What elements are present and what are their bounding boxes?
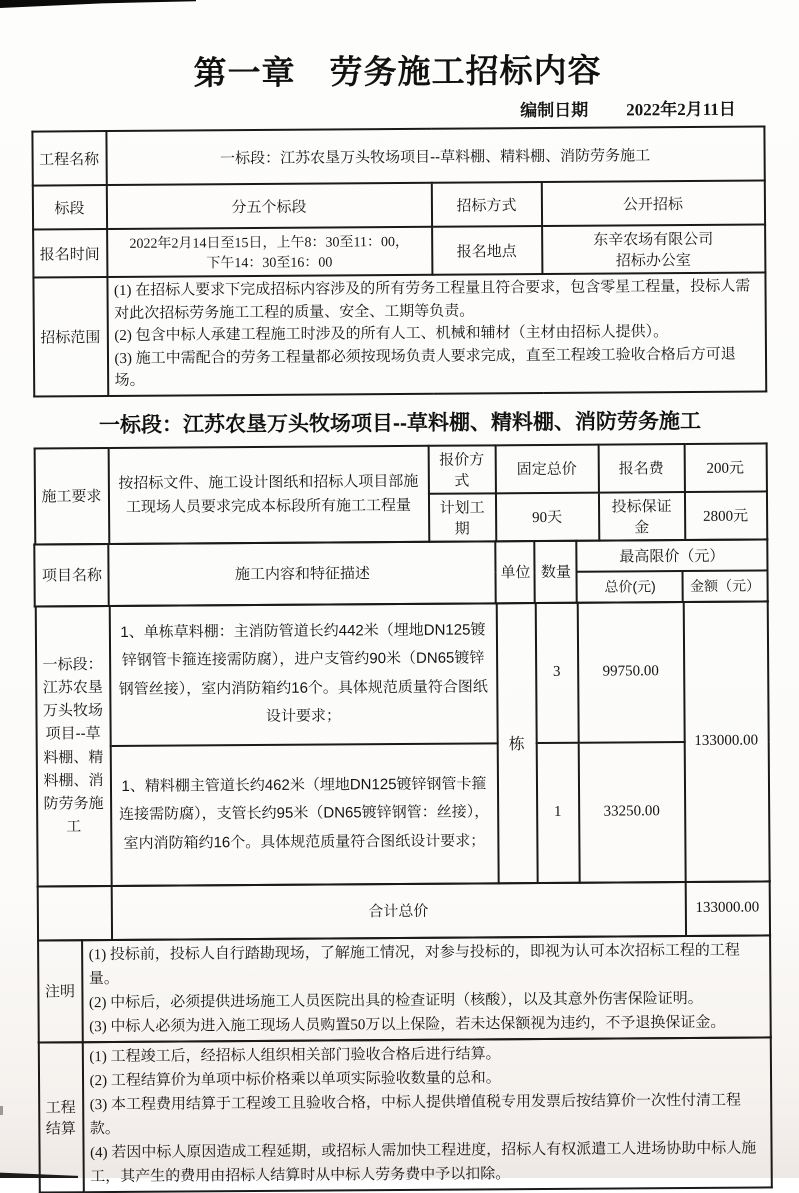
note-item-1: (1) 投标前，投标人自行踏勘现场，了解施工情况，对参与投标的，即视为认可本次招标工程的工程量。 xyxy=(89,938,763,991)
settlement-items xyxy=(82,1037,771,1192)
table-row xyxy=(35,539,767,575)
plan-period-value: 90天 xyxy=(495,492,598,541)
bid-method-value: 公开招标 xyxy=(541,180,764,226)
scope-items xyxy=(107,272,766,395)
col-header-amount: 金额（元） xyxy=(683,570,767,602)
col-header-project-name: 项目名称 xyxy=(35,544,109,607)
bid-summary-table xyxy=(33,442,768,545)
item-2-quantity: 1 xyxy=(536,742,579,882)
scope-label: 招标范围 xyxy=(33,277,108,396)
item-2-total-price: 33250.00 xyxy=(578,742,685,883)
item-1-quantity: 3 xyxy=(535,602,578,742)
notes-label: 注明 xyxy=(38,940,83,1042)
quote-method-value: 固定总价 xyxy=(495,444,598,493)
note-item-3: (3) 中标人必须为进入施工现场人员购置50万以上保险，若未达保额视为违约，不予退换保证金。 xyxy=(89,1010,763,1039)
scope-item-2: (2) 包含中标人承建工程施工时涉及的所有人工、机械和辅材（主材由招标人提供）。 xyxy=(114,320,758,347)
section-heading: 一标段：江苏农垦万头牧场项目--草料棚、精料棚、消防劳务施工 xyxy=(0,404,799,440)
item-1-description: 1、单栋草料棚：主消防管道长约442米（埋地DN125镀锌钢管卡箍连接需防腐），进户支管约90米（DN65镀锌钢管丝接），室内消防箱约16个。具体规范质量符合图纸设计要求； xyxy=(109,603,497,746)
chapter-title: 第一章 劳务施工招标内容 xyxy=(0,43,797,96)
col-header-total-price: 总价(元) xyxy=(577,571,683,603)
sum-table xyxy=(36,880,770,941)
scan-artifact-left-edge xyxy=(0,1106,3,1115)
settlement-table xyxy=(37,1036,772,1193)
bid-bond-value: 2800元 xyxy=(684,491,766,540)
table-row xyxy=(37,881,769,940)
table-row xyxy=(32,180,764,229)
settlement-item-1: (1) 工程竣工后，经招标人组织相关部门验收合格后进行结算。 xyxy=(89,1040,763,1069)
settlement-label: 工程结算 xyxy=(38,1042,83,1192)
items-amount: 133000.00 xyxy=(683,601,769,882)
bid-method-label: 招标方式 xyxy=(431,182,541,227)
compile-date-label: 编制日期 xyxy=(520,101,588,120)
item-1-total-price: 99750.00 xyxy=(577,602,684,743)
sum-label: 合计总价 xyxy=(111,882,685,940)
item-unit: 栋 xyxy=(496,603,537,883)
items-header-table xyxy=(34,538,768,607)
project-name-value: 一标段：江苏农垦万头牧场项目--草料棚、精料棚、消防劳务施工 xyxy=(106,126,764,185)
quote-method-label: 报价方式 xyxy=(428,445,495,493)
signup-place-value: 东辛农场有限公司 招标办公室 xyxy=(542,224,765,274)
scope-item-3: (3) 施工中需配合的劳务工程量都必须按现场负责人要求完成，直至工程竣工验收合格后方可退场。 xyxy=(114,343,758,392)
project-info-table xyxy=(31,125,767,397)
item-2-description: 1、精料棚主管道长约462米（埋地DN125镀锌钢管卡箍连接需防腐），支管长约95米（DN65镀锌钢管：丝接），室内消防箱约16个。具体规范质量符合图纸设计要求； xyxy=(110,743,498,886)
table-row xyxy=(38,935,771,1042)
table-row xyxy=(35,601,768,746)
compile-date-line xyxy=(32,94,764,124)
signup-time-value: 2022年2月14日至15日，上午8：30至11：00， 下午14：30至16：00 xyxy=(107,227,432,277)
settlement-item-3: (3) 本工程费用结算于工程竣工且验收合格，中标人提供增值税专用发票后按结算价一次性付清工程款。 xyxy=(90,1088,764,1141)
table-row xyxy=(32,126,764,185)
col-header-content: 施工内容和特征描述 xyxy=(109,541,496,606)
project-name-label: 工程名称 xyxy=(32,131,106,186)
col-header-quantity: 数量 xyxy=(535,540,577,602)
settlement-item-4: (4) 若因中标人原因造成工程延期，或招标人需加快工程进度，招标人有权派遣工人进场协助中标人施工，其产生的费用由招标人结算时从中标人劳务费中予以扣除。 xyxy=(90,1136,764,1189)
sum-row-empty-cell xyxy=(37,886,111,941)
table-row xyxy=(38,1037,771,1192)
requirement-label: 施工要求 xyxy=(34,448,109,545)
table-row xyxy=(33,224,765,277)
table-row xyxy=(33,272,766,396)
note-item-2: (2) 中标后，必须提供进场施工人员医院出具的检查证明（核酸），以及其意外伤害保险证明。 xyxy=(89,986,763,1015)
requirement-text: 按招标文件、施工设计图纸和招标人项目部施工现场人员要求完成本标段所有施工工程量 xyxy=(108,445,429,543)
signup-time-label: 报名时间 xyxy=(33,229,107,278)
plan-period-label: 计划工期 xyxy=(428,493,495,541)
item-project-name: 一标段：江苏农垦万头牧场项目--草料棚、精料棚、消防劳务施工 xyxy=(35,606,111,887)
col-header-max-price: 最高限价（元） xyxy=(577,539,767,571)
signup-fee-label: 报名费 xyxy=(598,444,684,493)
settlement-item-2: (2) 工程结算价为单项中标价格乘以单项实际验收数量的总和。 xyxy=(89,1064,763,1093)
signup-place-label: 报名地点 xyxy=(432,226,542,275)
notes-table xyxy=(37,934,772,1043)
compile-date-value: 2022年2月11日 xyxy=(626,100,736,120)
items-table xyxy=(34,600,770,887)
notes-items xyxy=(82,935,771,1042)
col-header-unit: 单位 xyxy=(496,541,535,603)
section-value: 分五个标段 xyxy=(106,183,431,229)
section-label: 标段 xyxy=(32,185,106,230)
sum-value: 133000.00 xyxy=(685,881,769,936)
scope-item-1: (1) 在招标人要求下完成招标内容涉及的所有劳务工程量且符合要求，包含零星工程量，投标人需对此次招标劳务施工工程的质量、安全、工期等负责。 xyxy=(114,275,758,324)
table-row xyxy=(36,741,769,886)
table-row xyxy=(34,443,766,496)
bid-bond-label: 投标保证金 xyxy=(598,492,684,541)
signup-fee-value: 200元 xyxy=(684,443,766,492)
